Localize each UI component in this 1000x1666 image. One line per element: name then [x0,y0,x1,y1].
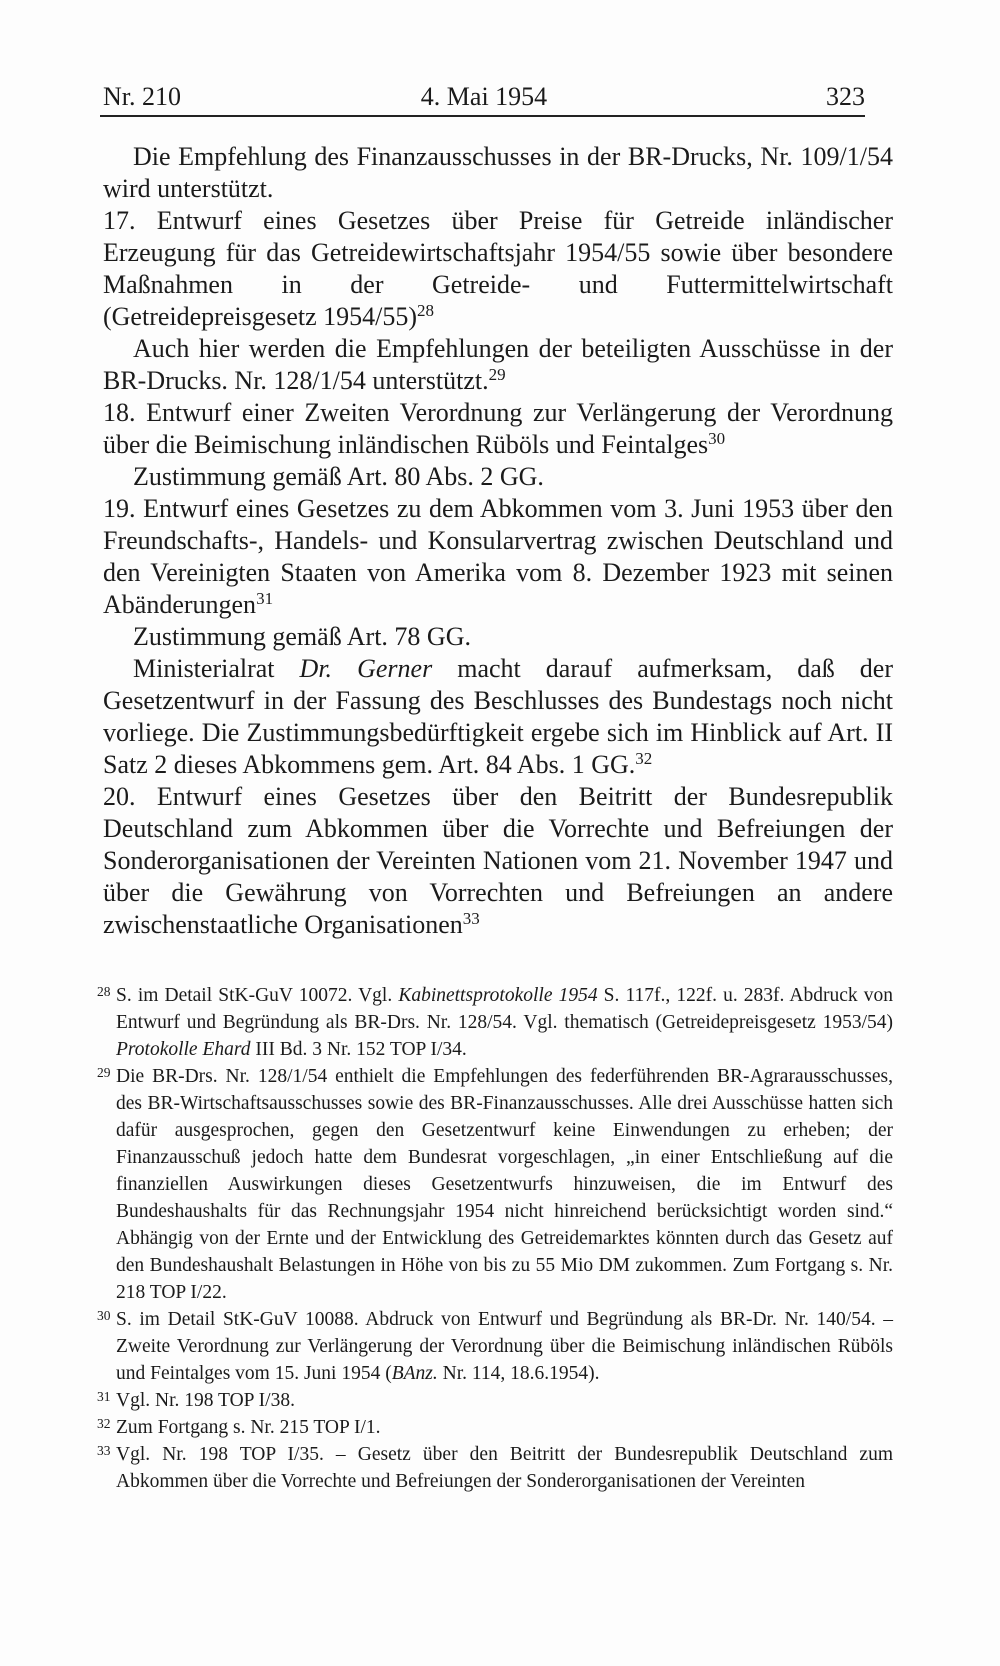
text-run: Zustimmung gemäß Art. 80 Abs. 2 GG. [133,462,544,491]
header-date: 4. Mai 1954 [420,82,548,111]
paragraph [103,397,893,461]
text-run: 18. Entwurf einer Zweiten Verordnung zur Verlängerung der Verordnung über die Beimischung inländischen Rüböls und Feintalges [103,398,893,459]
footnote [97,1306,893,1387]
footnote [97,1414,893,1441]
footnote-ref: 33 [462,909,480,928]
footnote [97,1387,893,1414]
header-page-number: 323 [826,82,865,111]
footnote [97,982,893,1063]
text-run: III Bd. 3 Nr. 152 TOP I/34. [250,1039,467,1060]
footnote-ref: 31 [256,589,274,608]
footnotes [97,982,893,1495]
text-run: BAnz. [391,1363,438,1384]
footnote [97,1441,893,1495]
text-run: Protokolle Ehard [116,1039,251,1060]
footnote-text [116,1444,893,1492]
footnote-marker: 29 [97,1065,111,1080]
text-run: S. im Detail StK-GuV 10072. Vgl. [116,985,399,1006]
text-run: Die Empfehlung des Finanzausschusses in der BR-Drucks, Nr. 109/1/54 wird unterstützt. [103,142,893,203]
footnote-ref: 28 [417,301,435,320]
text-run: 17. Entwurf eines Gesetzes über Preise für Getreide inländischer Erzeugung für das Getreidewirtschaftsjahr 1954/55 sowie über besondere Maßnahmen in der Getreide- und Futtermittelwirtschaft (Getreidepreisgesetz 1954/55) [103,206,893,331]
footnote-marker: 33 [97,1443,111,1458]
text-run: Auch hier werden die Empfehlungen der beteiligten Ausschüsse in der BR-Drucks. Nr. 128/1/54 unterstützt. [103,334,893,395]
footnote [97,1063,893,1306]
footnote-text [116,1309,893,1384]
text-run: Kabinettsprotokolle 1954 [398,985,598,1006]
text-run: Nr. 114, 18.6.1954). [437,1363,600,1384]
text-run: 20. Entwurf eines Gesetzes über den Beitritt der Bundesrepublik Deutschland zum Abkommen über die Vorrechte und Befreiungen der Sonderorganisationen der Vereinten Nationen vom 21. November 1947 und über die Gewährung von Vorrechten und Befreiungen an andere zwischenstaatliche Organisationen [103,782,893,939]
paragraph [103,461,893,493]
paragraph [103,205,893,333]
paragraph [103,333,893,397]
page-header [103,82,865,112]
body-text [103,141,893,941]
text-run: Die BR-Drs. Nr. 128/1/54 enthielt die Empfehlungen des federführenden BR-Agrarausschusses, des BR-Wirtschaftsausschusses sowie des BR-Finanzausschusses. Alle drei Ausschüsse hatten sich dafür ausgesprochen, gegen den Gesetzentwurf keine Einwendungen zu erheben; der Finanzausschuß jedoch hatte dem Bundesrat vorgeschlagen, „in einer Entschließung auf die finanziellen Auswirkungen dieses Gesetzentwurfs hinzuweisen, die im Entwurf des Bundeshaushalts für das Rechnungsjahr 1954 nicht hinreichend berücksichtigt worden sind.“ Abhängig von der Ernte und der Entwicklung des Getreidemarktes könnten durch das Gesetz auf den Bundeshaushalt Belastungen in Höhe von bis zu 55 Mio DM zukommen. Zum Fortgang s. Nr. 218 TOP I/22. [116,1066,893,1303]
footnote-marker: 32 [97,1416,111,1431]
footnote-text [116,985,893,1060]
footnote-text [116,1066,893,1303]
header-rule [100,115,865,117]
footnote-text [116,1390,295,1411]
text-run: macht darauf aufmerksam, daß der Gesetzentwurf in der Fassung des Beschlusses des Bundestags noch nicht vorliege. Die Zustimmungsbedürftigkeit ergebe sich im Hinblick auf Art. II Satz 2 dieses Abkommens gem. Art. 84 Abs. 1 GG. [103,654,893,779]
paragraph [103,653,893,781]
header-doc-number: Nr. 210 [103,82,181,111]
footnote-marker: 30 [97,1308,111,1323]
paragraph [103,621,893,653]
footnote-ref: 30 [708,429,726,448]
text-run: Vgl. Nr. 198 TOP I/38. [116,1390,295,1411]
footnote-text [116,1417,381,1438]
text-run: Ministerialrat [133,654,300,683]
paragraph [103,493,893,621]
text-run: Zum Fortgang s. Nr. 215 TOP I/1. [116,1417,381,1438]
text-run: Vgl. Nr. 198 TOP I/35. – Gesetz über den Beitritt der Bundesrepublik Deutschland zum Abkommen über die Vorrechte und Befreiungen der Sonderorganisationen der Vereinten [116,1444,893,1492]
text-run: Zustimmung gemäß Art. 78 GG. [133,622,471,651]
text-run: S. 117f., 122f. u. 283f. Abdruck von Entwurf und Begründung als BR-Drs. Nr. 128/54. Vgl. thematisch (Getreidepreisgesetz 1953/54) [116,985,893,1033]
footnote-ref: 32 [635,749,653,768]
footnote-marker: 28 [97,984,111,999]
paragraph [103,141,893,205]
footnote-marker: 31 [97,1389,111,1404]
text-run: S. im Detail StK-GuV 10088. Abdruck von Entwurf und Begründung als BR-Dr. Nr. 140/54. – Zweite Verordnung zur Verlängerung der Verordnung über die Beimischung inländischen Rüböls und Feintalges vom 15. Juni 1954 ( [116,1309,893,1384]
text-run: 19. Entwurf eines Gesetzes zu dem Abkommen vom 3. Juni 1953 über den Freundschafts-, Handels- und Konsularvertrag zwischen Deutschland und den Vereinigten Staaten von Amerika vom 8. Dezember 1923 mit seinen Abänderungen [103,494,893,619]
paragraph [103,781,893,941]
footnote-ref: 29 [488,365,506,384]
text-run: Dr. Gerner [299,654,433,683]
